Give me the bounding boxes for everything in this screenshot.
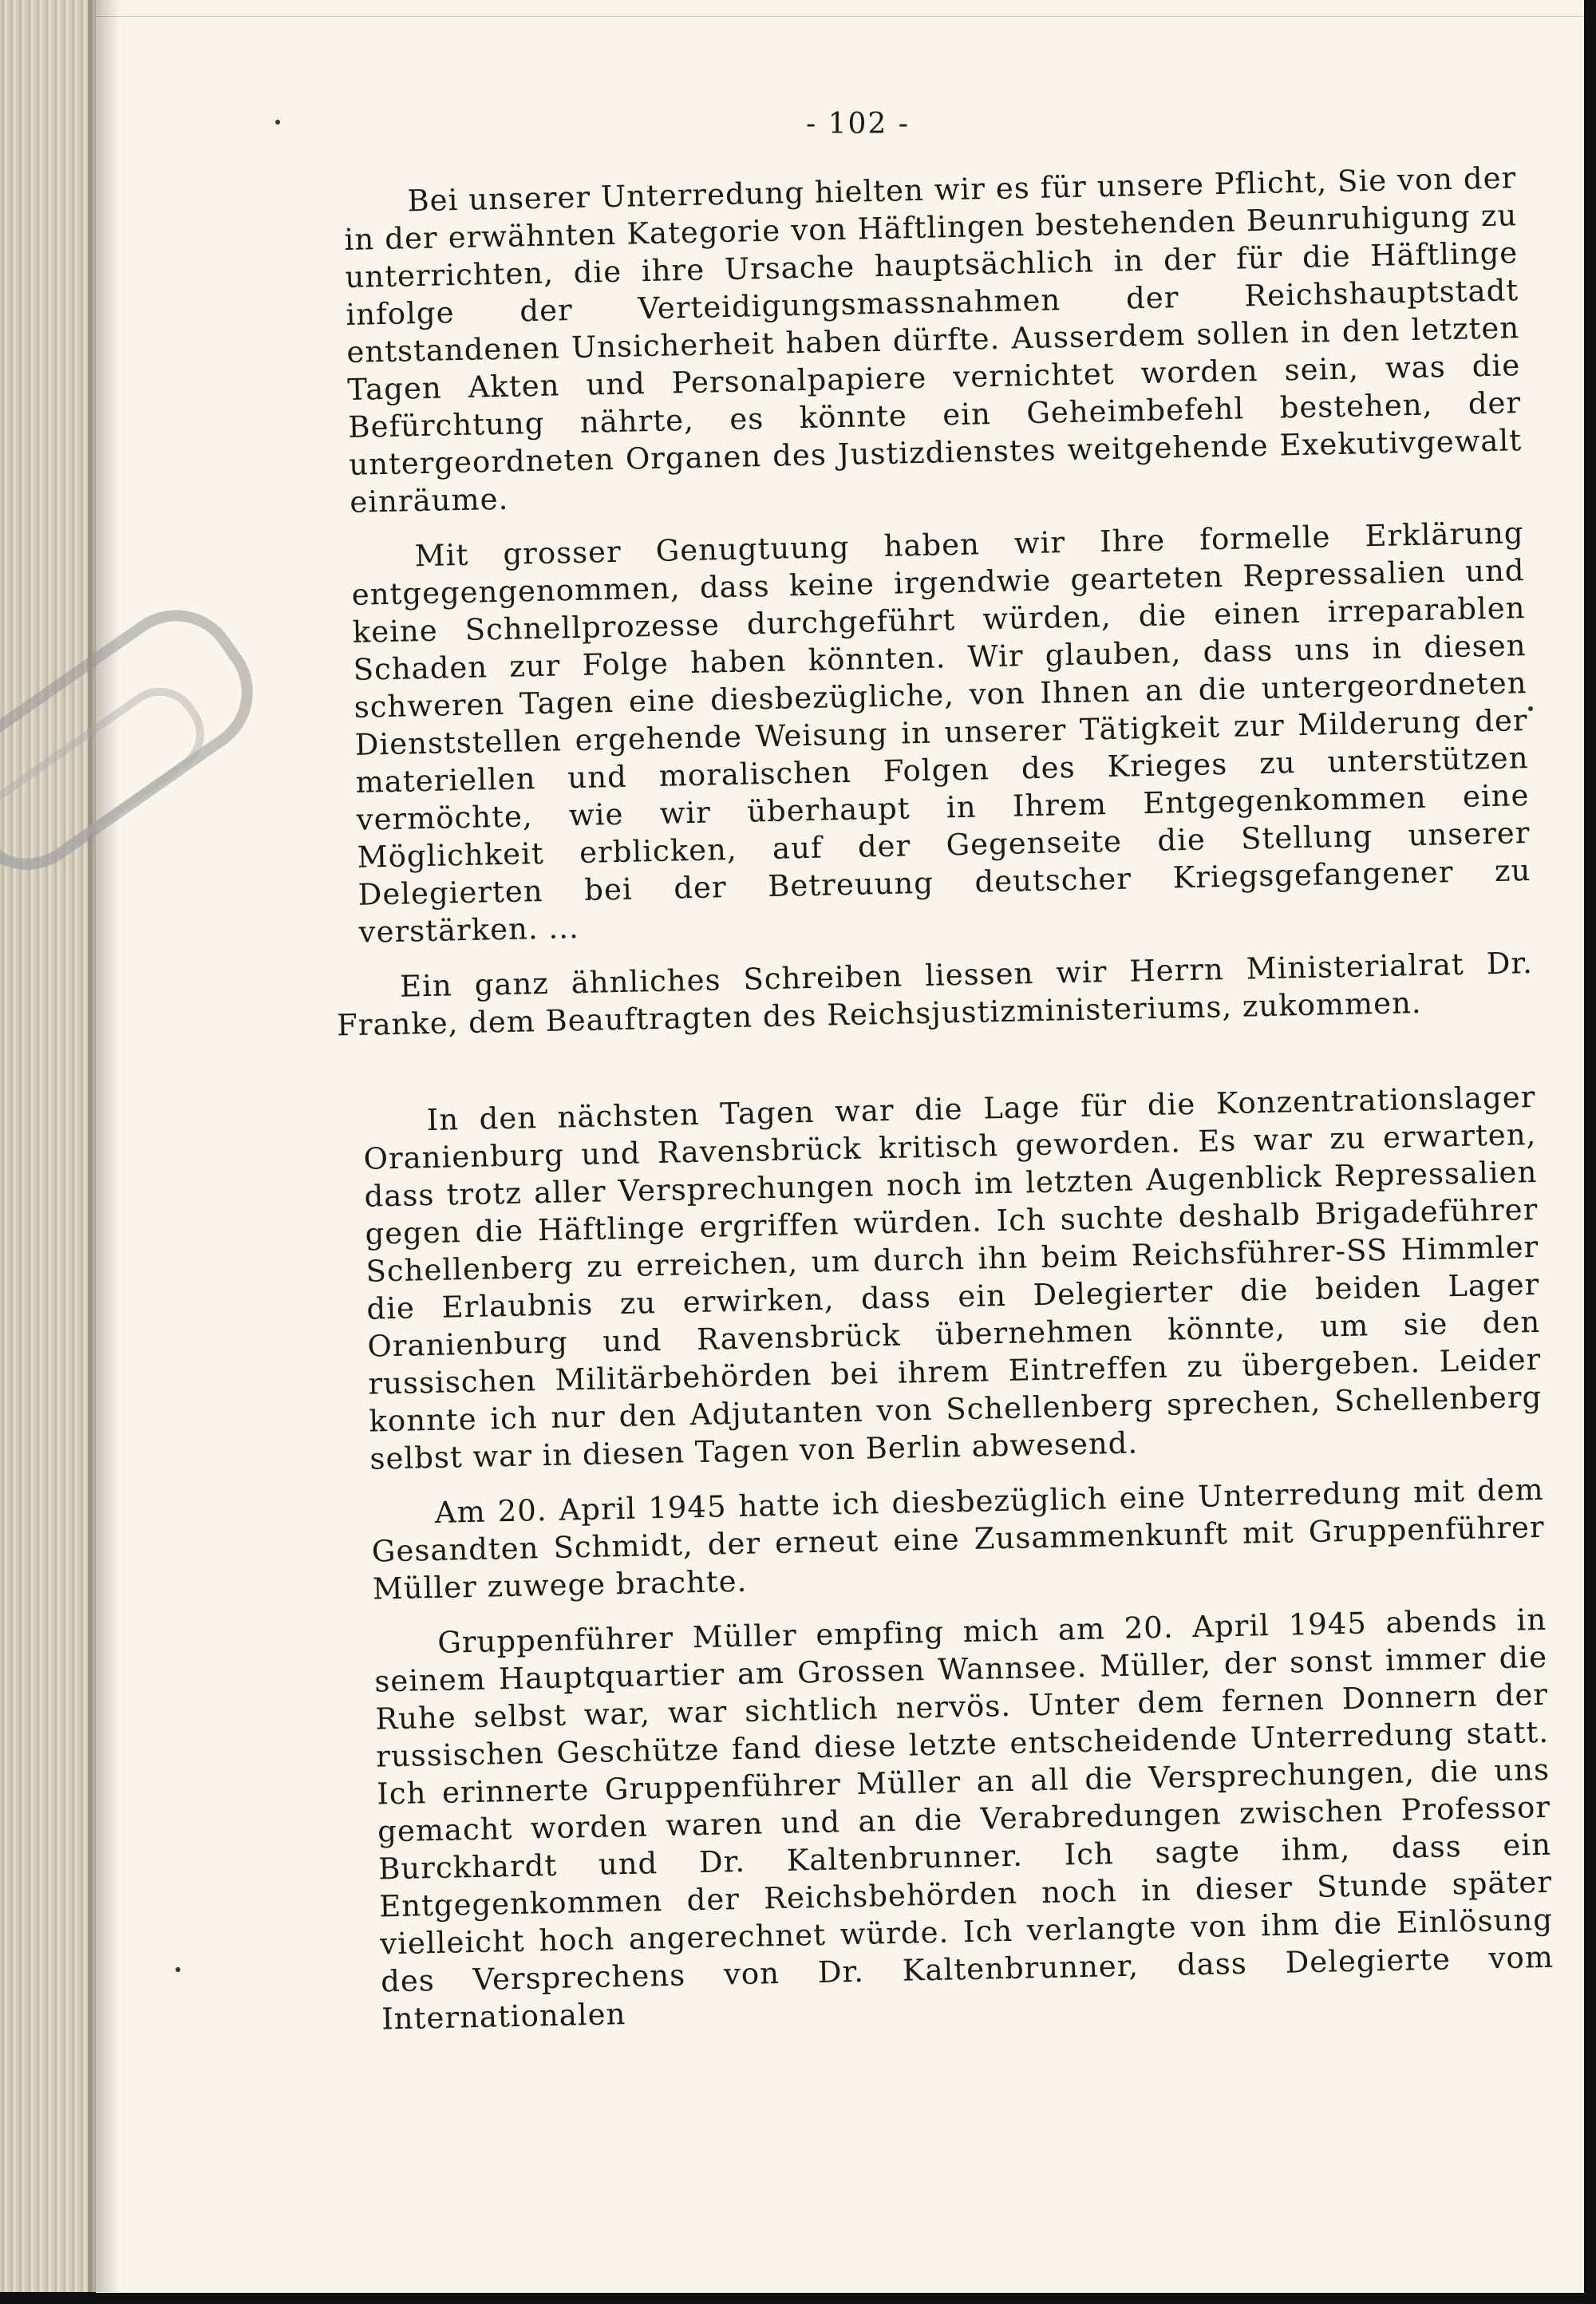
page-number: - 102 -	[806, 108, 910, 140]
paragraph-6: Gruppenführer Müller empfing mich am 20. April 1945 abends in seinem Hauptquartier am Grossen Wannsee. Müller, der sonst immer die Ruhe selbst war, war sichtlich nervös. Unter dem fernen Donnern der russischen Geschütze fand diese letzte entscheidende Unterredung statt. Ich erinnerte Gruppenführer Müller an all die Versprechungen, die uns gemacht worden waren und an die Verabredungen zwischen Professor Burckhardt und Dr. Kaltenbrunner. Ich sagte ihm, dass ein Entgegenkommen der Reichsbehörden noch in dieser Stunde später vielleicht hoch angerechnet würde. Ich verlangte von ihm die Einlösung des Versprechens von Dr. Kaltenbrunner, dass Delegierte vom Internationalen	[373, 1602, 1555, 2037]
spine-shadow	[88, 0, 120, 2292]
paragraph-3: Ein ganz ähnliches Schreiben liessen wir Herrn Ministerialrat Dr. Franke, dem Beauftragten des Reichsjustizministeriums, zukommen.	[336, 945, 1534, 1043]
paragraph-5: Am 20. April 1945 hatte ich diesbezüglich eine Unterredung mit dem Gesandten Schmidt, der erneut eine Zusammenkunft mit Gruppenführer Müller zuwege brachte.	[371, 1472, 1546, 1606]
body-text	[336, 159, 1555, 2055]
speck	[275, 120, 280, 124]
paragraph-4: In den nächsten Tagen war die Lage für die Konzentrationslager Oranienburg und Ravensbrück kritisch geworden. Es war zu erwarten, dass trotz aller Versprechungen noch im letzten Augenblick Repressalien gegen die Häftlinge ergriffen würden. Ich suchte deshalb Brigadeführer Schellenberg zu erreichen, um durch ihn beim Reichsführer-SS Himmler die Erlaubnis zu erwirken, dass ein Delegierter die beiden Lager Oranienburg und Ravensbrück übernehmen könnte, um sie den russischen Militärbehörden bei ihrem Eintreffen zu übergeben. Leider konnte ich nur den Adjutanten von Schellenberg sprechen, Schellenberg selbst war in diesen Tagen von Berlin abwesend.	[363, 1079, 1543, 1476]
paragraph-2: Mit grosser Genugtuung haben wir Ihre formelle Erklärung entgegengenommen, dass keine irgendwie gearteten Repressalien und keine Schnellprozesse durchgeführt würden, die einen irreparablen Schaden zur Folge haben könnten. Wir glauben, dass uns in diesen schweren Tagen eine diesbezügliche, von Ihnen an die untergeordneten Dienststellen ergehende Weisung in unserer Tätigkeit zur Milderung der materiellen und moralischen Folgen des Krieges zu unterstützen vermöchte, wie wir überhaupt in Ihrem Entgegenkommen eine Möglichkeit erblicken, auf der Gegenseite die Stellung unserer Delegierten bei der Betreuung deutscher Kriegsgefangener zu verstärken. ...	[351, 516, 1531, 950]
speck	[176, 1967, 180, 1972]
speck	[1528, 706, 1533, 711]
book-page-edges	[0, 0, 96, 2292]
paragraph-1: Bei unserer Unterredung hielten wir es für unsere Pflicht, Sie von der in der erwähnten Kategorie von Häftlingen bestehenden Beunruhigung zu unterrichten, die ihre Ursache hauptsächlich in der für die Häftlinge infolge der Verteidigungsmassnahmen der Reichshauptstadt entstandenen Unsicherheit haben dürfte. Ausserdem sollen in den letzten Tagen Akten und Personalpapiere vernichtet worden sein, was die Befürchtung nährte, es könnte ein Geheimbefehl bestehen, der untergeordneten Organen des Justizdienstes weitgehende Exekutivgewalt einräume.	[344, 160, 1523, 520]
